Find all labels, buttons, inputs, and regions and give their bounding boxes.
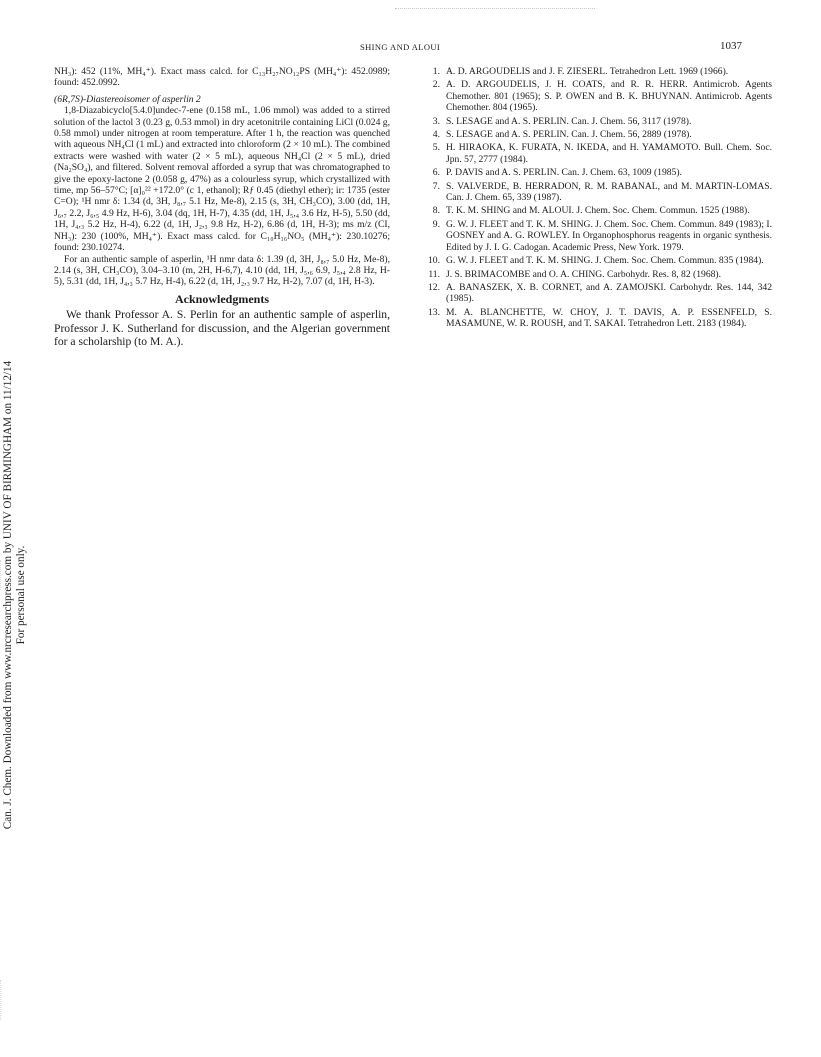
reference-text: J. S. BRIMACOMBE and O. A. CHING. Carbohydr. Res. 8, 82 (1968). <box>446 268 722 280</box>
references-column <box>418 66 772 332</box>
reference-number: 8. <box>432 205 440 217</box>
scan-artifact <box>395 8 595 13</box>
paragraph-mass-spec: NH₃): 452 (11%, MH₄⁺). Exact mass calcd. for C₁₃H₂₇NO₁₂PS (MH₄⁺): 452.0989; found: 452.0992. <box>54 66 390 89</box>
reference-item <box>418 255 772 266</box>
reference-text: P. DAVIS and A. S. PERLIN. Can. J. Chem. 63, 1009 (1985). <box>446 167 682 179</box>
paragraph-procedure: 1,8-Diazabicyclo[5.4.0]undec-7-ene (0.158 mL, 1.06 mmol) was added to a stirred solution of the lactol 3 (0.23 g, 0.53 mmol) in dry acetonitrile containing LiCl (0.024 g, 0.58 mmol) under nitrogen at room temperature. After 1 h, the reaction was quenched with aqueous NH₄Cl (1 mL) and extracted into chloroform (2 × 10 mL). The combined extracts were washed with water (2 × 5 mL), aqueous NH₄Cl (2 × 5 mL), dried (Na₂SO₄), and filtered. Solvent removal afforded a syrup that was chromatographed to give the epoxy-lactone 2 (0.058 g, 47%) as a colourless syrup, which crystallized with time, mp 56–57°C; [α]₀²² +172.0° (c 1, ethanol); Rƒ 0.45 (diethyl ether); ir: 1735 (ester C=O); ¹H nmr δ: 1.34 (d, 3H, J₈,₇ 5.1 Hz, Me-8), 2.15 (s, 3H, CH₃CO), 3.00 (dd, 1H, J₆,₇ 2.2, J₆,₅ 4.9 Hz, H-6), 3.04 (dq, 1H, H-7), 4.35 (dd, 1H, J₅,₄ 3.6 Hz, H-5), 5.50 (dd, 1H, J₄,₃ 5.2 Hz, H-4), 6.22 (d, 1H, J₂,₃ 9.8 Hz, H-2), 6.86 (d, 1H, H-3); ms m/z (CI, NH₃): 230 (100%, MH₄⁺). Exact mass calcd. for C₁₀H₁₆NO₅ (MH₄⁺): 230.10276; found: 230.10274. <box>54 105 390 254</box>
reference-number: 6. <box>432 167 440 179</box>
reference-number: 3. <box>432 115 440 127</box>
reference-number: 7. <box>432 180 440 192</box>
reference-text: G. W. J. FLEET and T. K. M. SHING. J. Chem. Soc. Chem. Commun. 849 (1983); I. GOSNEY and A. G. ROWLEY. In Organophosphorus reagents in organic synthesis. Edited by J. I. G. Cadogan. Academic Press, New York. 1979. <box>446 218 772 253</box>
reference-text: M. A. BLANCHETTE, W. CHOY, J. T. DAVIS, A. P. ESSENFELD, S. MASAMUNE, W. R. ROUSH, and T. SAKAI. Tetrahedron Lett. 2183 (1984). <box>446 306 772 330</box>
reference-item <box>418 269 772 280</box>
reference-item <box>418 219 772 253</box>
reference-item <box>418 307 772 330</box>
reference-text: S. LESAGE and A. S. PERLIN. Can. J. Chem. 56, 3117 (1978). <box>446 115 692 127</box>
page-header <box>0 42 821 58</box>
reference-number: 1. <box>432 66 440 77</box>
reference-item <box>418 282 772 305</box>
reference-text: S. LESAGE and A. S. PERLIN. Can. J. Chem. 56, 2889 (1978). <box>446 129 692 141</box>
reference-item <box>418 142 772 165</box>
acknowledgments-heading: Acknowledgments <box>174 291 269 306</box>
reference-text: S. VALVERDE, B. HERRADON, R. M. RABANAL, and M. MARTIN-LOMAS. Can. J. Chem. 65, 339 (1987). <box>446 180 772 204</box>
reference-number: 11. <box>428 268 440 280</box>
paragraph-authentic-sample: For an authentic sample of asperlin, ¹H nmr data δ: 1.39 (d, 3H, J₈,₇ 5.0 Hz, Me-8), 2.14 (s, 3H, CH₃CO), 3.04–3.10 (m, 2H, H-6,7), 4.10 (dd, 1H, J₅,₆ 6.9, J₅,₄ 2.8 Hz, H-5), 5.31 (dd, 1H, J₄,₃ 5.7 Hz, H-4), 6.22 (d, 1H, J₂,₃ 9.7 Hz, H-2), 7.07 (d, 1H, H-3). <box>54 253 390 288</box>
reference-item <box>418 181 772 204</box>
page-number: 1037 <box>720 40 742 52</box>
reference-number: 10. <box>428 255 440 267</box>
reference-item <box>418 205 772 216</box>
reference-number: 5. <box>432 142 440 154</box>
reference-item <box>418 129 772 140</box>
reference-number: 2. <box>432 79 440 91</box>
reference-item <box>418 167 772 178</box>
reference-text: A. D. ARGOUDELIS and J. F. ZIESERL. Tetrahedron Lett. 1969 (1966). <box>446 66 729 77</box>
reference-item <box>418 79 772 113</box>
reference-number: 12. <box>428 281 440 293</box>
reference-text: G. W. J. FLEET and T. K. M. SHING. J. Chem. Soc. Chem. Commun. 835 (1984). <box>446 255 764 267</box>
watermark-line-1: Can. J. Chem. Downloaded from www.nrcresearchpress.com by UNIV OF BIRMINGHAM on 11/12/14 <box>2 360 14 830</box>
reference-item <box>418 116 772 127</box>
left-column <box>54 66 390 349</box>
reference-text: A. BANASZEK, X. B. CORNET, and A. ZAMOJSKI. Carbohydr. Res. 144, 342 (1985). <box>446 281 772 305</box>
running-title: SHING AND ALOUI <box>360 42 441 52</box>
reference-number: 4. <box>432 129 440 141</box>
reference-number: 9. <box>432 218 440 230</box>
reference-number: 13. <box>428 306 440 318</box>
reference-text: A. D. ARGOUDELIS, J. H. COATS, and R. R. HERR. Antimicrob. Agents Chemother. 801 (1965); S. P. OWEN and B. K. BHUYNAN. Antimicrob. Agents Chemother. 804 (1965). <box>446 79 772 114</box>
reference-text: T. K. M. SHING and M. ALOUI. J. Chem. Soc. Chem. Commun. 1525 (1988). <box>446 205 750 217</box>
acknowledgments-text: We thank Professor A. S. Perlin for an authentic sample of asperlin, Professor J. K. Sutherland for discussion, and the Algerian government for a scholarship (to M. A.). <box>54 308 390 349</box>
download-watermark <box>2 145 28 1045</box>
reference-item <box>418 66 772 77</box>
watermark-line-2: For personal use only. <box>15 545 27 645</box>
reference-text: H. HIRAOKA, K. FURATA, N. IKEDA, and H. YAMAMOTO. Bull. Chem. Soc. Jpn. 57, 2777 (1984). <box>446 142 772 165</box>
section-subheading: (6R,7S)-Diastereoisomer of asperlin 2 <box>54 93 201 105</box>
reference-list <box>418 66 772 330</box>
